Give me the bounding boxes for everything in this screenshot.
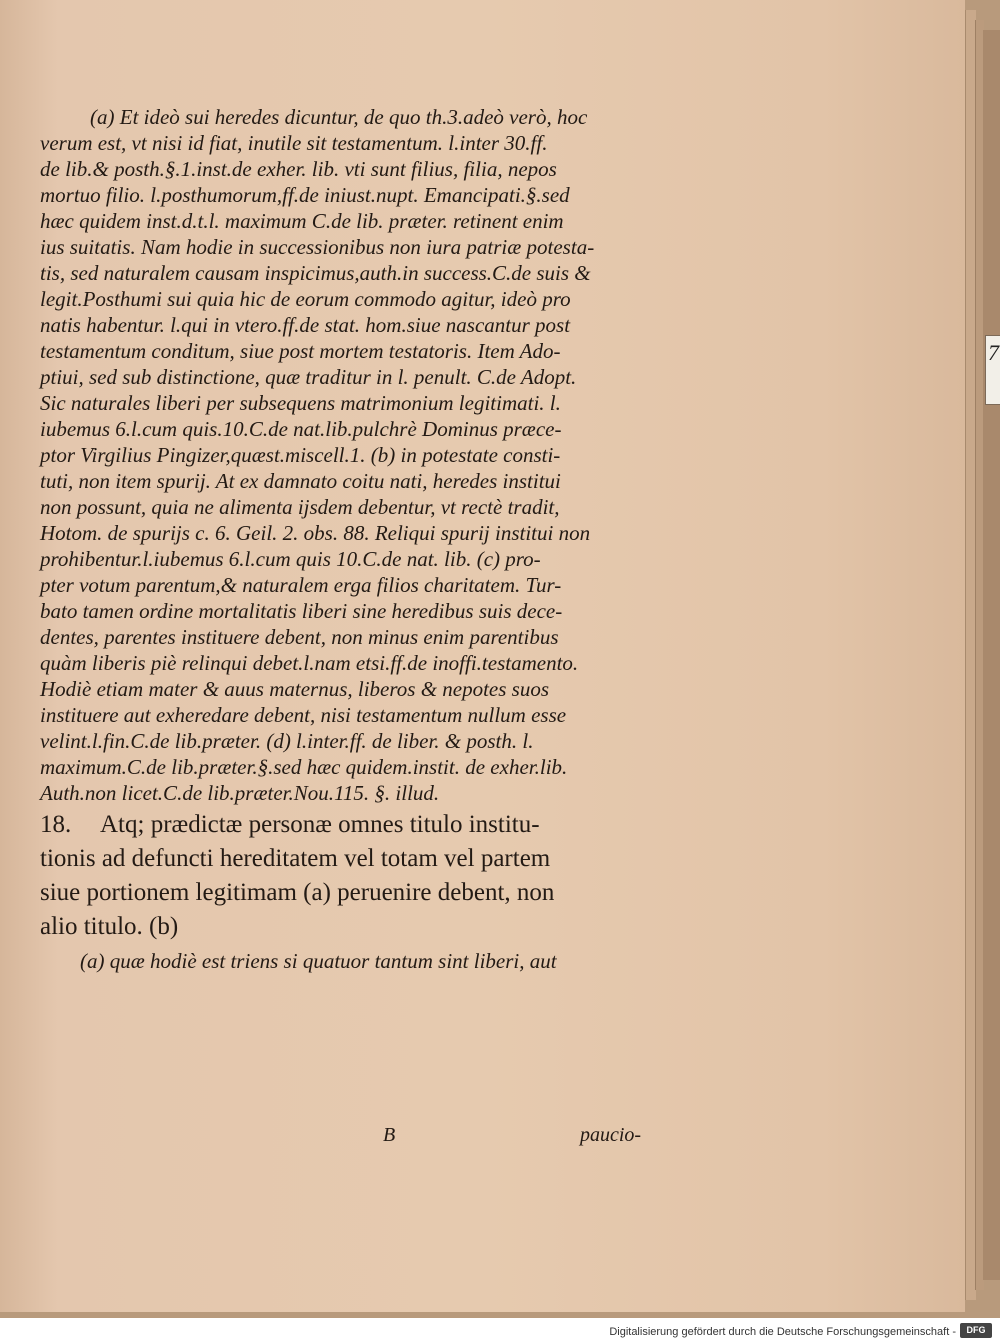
footnote-line: bato tamen ordine mortalitatis liberi sine heredibus suis dece- xyxy=(40,599,563,623)
footnote-line: Hotom. de spurijs c. 6. Geil. 2. obs. 88. Reliqui spurij institui non xyxy=(40,521,591,545)
footnote-line: pter votum parentum,& naturalem erga filios charitatem. Tur- xyxy=(40,573,562,597)
footnote-line: natis habentur. l.qui in vtero.ff.de stat. hom.siue nascantur post xyxy=(40,313,571,337)
footnote-line: non possunt, quia ne alimenta ijsdem debentur, vt rectè tradit, xyxy=(40,495,560,519)
thesis-line: 18. Atq; prædictæ personæ omnes titulo institu- xyxy=(40,811,540,838)
footnote-line: iubemus 6.l.cum quis.10.C.de nat.lib.pulchrè Dominus præce- xyxy=(40,417,562,441)
footnote-line: dentes, parentes instituere debent, non minus enim parentibus xyxy=(40,625,559,649)
page-edge xyxy=(983,30,1000,1280)
footnote-line: instituere aut exheredare debent, nisi testamentum nullum esse xyxy=(40,703,567,727)
footnote-line: (a) quæ hodiè est triens si quatuor tantum sint liberi, aut xyxy=(80,949,557,973)
footnote-line: hæc quidem inst.d.t.l. maximum C.de lib. præter. retinent enim xyxy=(40,209,564,233)
footnote-line: ptiui, sed sub distinctione, quæ traditur in l. penult. C.de Adopt. xyxy=(40,365,577,389)
footnote-line: ius suitatis. Nam hodie in successionibus non iura patriæ potesta- xyxy=(40,235,595,259)
dfg-logo: DFG xyxy=(960,1323,992,1338)
footnote-line: ptor Virgilius Pingizer,quæst.miscell.1. (b) in potestate consti- xyxy=(40,443,561,467)
signature-mark: B xyxy=(383,1124,396,1146)
digitization-footer xyxy=(0,1318,1000,1343)
side-tab-text: 7 xyxy=(988,340,999,365)
footnote-line: tis, sed naturalem causam inspicimus,auth.in success.C.de suis & xyxy=(40,261,591,285)
footnote-line: Auth.non licet.C.de lib.præter.Nou.115. §. illud. xyxy=(40,781,440,805)
footnote-line: de lib.& posth.§.1.inst.de exher. lib. vti sunt filius, filia, nepos xyxy=(40,157,557,181)
footnote-line: mortuo filio. l.posthumorum,ff.de iniust.nupt. Emancipati.§.sed xyxy=(40,183,570,207)
thesis-line: alio titulo. (b) xyxy=(40,913,179,940)
page-text xyxy=(40,104,680,974)
thesis-line: tionis ad defuncti hereditatem vel totam vel partem xyxy=(40,845,551,872)
catchword: paucio- xyxy=(580,1124,642,1146)
thesis-18 xyxy=(40,810,680,942)
footnote-line: testamentum conditum, siue post mortem testatoris. Item Ado- xyxy=(40,339,561,363)
footnote-line: (a) Et ideò sui heredes dicuntur, de quo th.3.adeò verò, hoc xyxy=(90,105,588,129)
footnotes-block xyxy=(40,104,680,806)
footnote-line: quàm liberis piè relinqui debet.l.nam etsi.ff.de inoffi.testamento. xyxy=(40,651,579,675)
footnote-line: verum est, vt nisi id fiat, inutile sit testamentum. l.inter 30.ff. xyxy=(40,131,548,155)
footnote-line: Hodiè etiam mater & auus maternus, liberos & nepotes suos xyxy=(40,677,550,701)
footnote-line: legit.Posthumi sui quia hic de eorum commodo agitur, ideò pro xyxy=(40,287,571,311)
thesis-line: siue portionem legitimam (a) peruenire debent, non xyxy=(40,879,555,906)
footnote-line: prohibentur.l.iubemus 6.l.cum quis 10.C.de nat. lib. (c) pro- xyxy=(40,547,541,571)
footnote-line: Sic naturales liberi per subsequens matrimonium legitimati. l. xyxy=(40,391,561,415)
footer-credit: Digitalisierung gefördert durch die Deutsche Forschungsgemeinschaft - xyxy=(609,1326,956,1338)
footnote-line: velint.l.fin.C.de lib.præter. (d) l.inter.ff. de liber. & posth. l. xyxy=(40,729,534,753)
footnote-line: maximum.C.de lib.præter.§.sed hæc quidem.instit. de exher.lib. xyxy=(40,755,568,779)
footnote-line: tuti, non item spurij. At ex damnato coitu nati, heredes institui xyxy=(40,469,561,493)
thesis-number: 18. xyxy=(40,811,72,838)
